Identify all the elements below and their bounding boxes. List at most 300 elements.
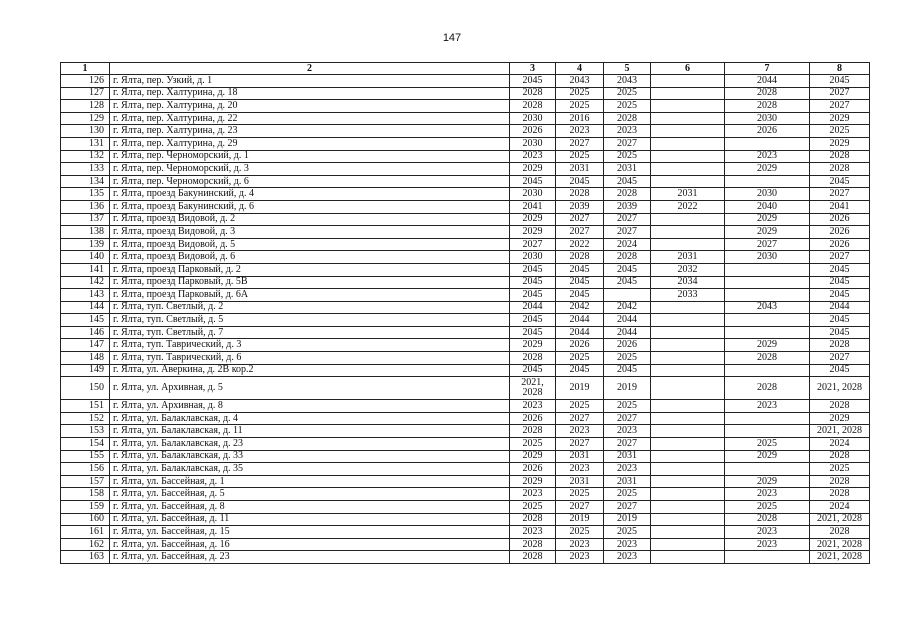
year-col-5-cell: 2023 [604,425,651,438]
year-col-4-cell: 2045 [556,364,604,377]
year-col-7-cell [725,364,810,377]
address-cell: г. Ялта, пер. Халтурина, д. 23 [110,125,510,138]
row-number-cell: 135 [61,188,110,201]
table-row [61,463,870,476]
table-row [61,377,870,400]
year-col-8-cell: 2024 [810,501,870,514]
year-col-7-cell: 2043 [725,301,810,314]
year-col-8-cell: 2021, 2028 [810,513,870,526]
row-number-cell: 155 [61,450,110,463]
address-cell: г. Ялта, проезд Бакунинский, д. 6 [110,200,510,213]
year-col-5-cell: 2023 [604,538,651,551]
year-col-8-cell: 2028 [810,150,870,163]
year-col-7-cell: 2023 [725,526,810,539]
year-col-6-cell [651,213,725,226]
year-col-3-cell: 2029 [510,163,556,176]
year-col-6-cell [651,425,725,438]
table-row [61,150,870,163]
address-cell: г. Ялта, пер. Халтурина, д. 18 [110,87,510,100]
year-col-5-cell: 2027 [604,501,651,514]
year-col-5-cell: 2028 [604,188,651,201]
year-col-3-cell: 2028 [510,425,556,438]
year-col-7-cell: 2023 [725,538,810,551]
year-col-5-cell: 2025 [604,352,651,365]
year-col-3-cell: 2045 [510,175,556,188]
row-number-cell: 158 [61,488,110,501]
year-col-8-cell: 2045 [810,263,870,276]
row-number-cell: 151 [61,400,110,413]
column-header: 3 [510,63,556,75]
address-cell: г. Ялта, ул. Аверкина, д. 2В кор.2 [110,364,510,377]
row-number-cell: 126 [61,75,110,88]
row-number-cell: 132 [61,150,110,163]
address-cell: г. Ялта, пер. Черноморский, д. 1 [110,150,510,163]
table-row [61,213,870,226]
row-number-cell: 147 [61,339,110,352]
year-col-5-cell: 2027 [604,412,651,425]
year-col-3-cell: 2045 [510,289,556,302]
year-col-7-cell: 2029 [725,213,810,226]
year-col-3-cell: 2025 [510,438,556,451]
year-col-7-cell [725,175,810,188]
year-col-7-cell: 2044 [725,75,810,88]
table-row [61,412,870,425]
year-col-5-cell: 2028 [604,112,651,125]
table-row [61,163,870,176]
year-col-5-cell: 2031 [604,475,651,488]
row-number-cell: 128 [61,100,110,113]
year-col-7-cell [725,263,810,276]
address-cell: г. Ялта, ул. Балаклавская, д. 11 [110,425,510,438]
year-col-6-cell [651,526,725,539]
year-col-5-cell: 2025 [604,488,651,501]
year-col-7-cell [725,137,810,150]
year-col-4-cell: 2045 [556,263,604,276]
table-row [61,263,870,276]
year-col-4-cell: 2025 [556,100,604,113]
address-cell: г. Ялта, ул. Балаклавская, д. 35 [110,463,510,476]
year-col-8-cell: 2028 [810,339,870,352]
row-number-cell: 156 [61,463,110,476]
address-cell: г. Ялта, пер. Черноморский, д. 3 [110,163,510,176]
year-col-4-cell: 2031 [556,163,604,176]
year-col-4-cell: 2016 [556,112,604,125]
year-col-7-cell: 2026 [725,125,810,138]
year-col-8-cell: 2045 [810,75,870,88]
address-cell: г. Ялта, пер. Узкий, д. 1 [110,75,510,88]
address-cell: г. Ялта, пер. Халтурина, д. 22 [110,112,510,125]
year-col-4-cell: 2023 [556,463,604,476]
row-number-cell: 130 [61,125,110,138]
year-col-6-cell [651,112,725,125]
year-col-8-cell: 2024 [810,438,870,451]
year-col-4-cell: 2025 [556,526,604,539]
row-number-cell: 127 [61,87,110,100]
year-col-7-cell: 2029 [725,450,810,463]
year-col-4-cell: 2023 [556,551,604,564]
table-row [61,251,870,264]
year-col-8-cell: 2026 [810,226,870,239]
header-row [61,63,870,75]
year-col-6-cell: 2031 [651,188,725,201]
row-number-cell: 142 [61,276,110,289]
year-col-7-cell: 2029 [725,339,810,352]
year-col-6-cell [651,226,725,239]
year-col-3-cell: 2030 [510,251,556,264]
year-col-3-cell: 2023 [510,526,556,539]
year-col-5-cell: 2025 [604,87,651,100]
table-row [61,188,870,201]
year-col-8-cell: 2045 [810,326,870,339]
year-col-3-cell: 2023 [510,150,556,163]
column-header: 2 [110,63,510,75]
year-col-7-cell [725,314,810,327]
row-number-cell: 149 [61,364,110,377]
year-col-4-cell: 2027 [556,501,604,514]
year-col-6-cell [651,364,725,377]
year-col-7-cell: 2023 [725,400,810,413]
year-col-8-cell: 2045 [810,314,870,327]
year-col-3-cell: 2028 [510,352,556,365]
address-cell: г. Ялта, ул. Бассейная, д. 8 [110,501,510,514]
year-col-4-cell: 2027 [556,412,604,425]
year-col-8-cell: 2044 [810,301,870,314]
year-col-7-cell: 2023 [725,488,810,501]
table-row [61,364,870,377]
address-cell: г. Ялта, пер. Черноморский, д. 6 [110,175,510,188]
year-col-8-cell: 2027 [810,87,870,100]
year-col-5-cell: 2027 [604,226,651,239]
row-number-cell: 152 [61,412,110,425]
year-col-4-cell: 2027 [556,438,604,451]
year-col-8-cell: 2028 [810,163,870,176]
year-col-8-cell: 2027 [810,251,870,264]
year-col-7-cell: 2027 [725,238,810,251]
year-col-3-cell: 2028 [510,513,556,526]
year-col-3-cell: 2045 [510,75,556,88]
year-col-4-cell: 2019 [556,513,604,526]
table-row [61,175,870,188]
year-col-4-cell: 2044 [556,326,604,339]
year-col-6-cell [651,137,725,150]
year-col-8-cell: 2029 [810,137,870,150]
year-col-5-cell: 2042 [604,301,651,314]
table-row [61,425,870,438]
row-number-cell: 141 [61,263,110,276]
year-col-4-cell: 2039 [556,200,604,213]
column-header: 8 [810,63,870,75]
row-number-cell: 150 [61,377,110,400]
year-col-6-cell [651,175,725,188]
year-col-5-cell: 2027 [604,213,651,226]
table-row [61,87,870,100]
table-row [61,488,870,501]
year-col-6-cell: 2032 [651,263,725,276]
row-number-cell: 144 [61,301,110,314]
year-col-3-cell: 2023 [510,488,556,501]
year-col-8-cell: 2025 [810,463,870,476]
year-col-8-cell: 2029 [810,412,870,425]
year-col-3-cell: 2030 [510,137,556,150]
year-col-7-cell: 2028 [725,352,810,365]
table-row [61,526,870,539]
year-col-5-cell: 2043 [604,75,651,88]
table-row [61,475,870,488]
year-col-6-cell: 2022 [651,200,725,213]
address-cell: г. Ялта, ул. Архивная, д. 8 [110,400,510,413]
year-col-8-cell: 2041 [810,200,870,213]
year-col-6-cell [651,377,725,400]
year-col-4-cell: 2023 [556,125,604,138]
year-col-8-cell: 2045 [810,289,870,302]
address-cell: г. Ялта, проезд Бакунинский, д. 4 [110,188,510,201]
table-row [61,450,870,463]
year-col-3-cell: 2045 [510,276,556,289]
year-col-7-cell: 2030 [725,251,810,264]
year-col-4-cell: 2025 [556,87,604,100]
year-col-6-cell [651,450,725,463]
row-number-cell: 157 [61,475,110,488]
row-number-cell: 154 [61,438,110,451]
table-row [61,326,870,339]
year-col-6-cell [651,438,725,451]
row-number-cell: 161 [61,526,110,539]
year-col-6-cell [651,339,725,352]
year-col-5-cell: 2025 [604,526,651,539]
address-cell: г. Ялта, ул. Бассейная, д. 11 [110,513,510,526]
column-header: 5 [604,63,651,75]
year-col-6-cell [651,87,725,100]
year-col-7-cell: 2028 [725,377,810,400]
year-col-5-cell: 2045 [604,364,651,377]
year-col-3-cell: 2028 [510,100,556,113]
year-col-6-cell [651,125,725,138]
address-cell: г. Ялта, проезд Видовой, д. 2 [110,213,510,226]
year-col-5-cell: 2045 [604,175,651,188]
row-number-cell: 137 [61,213,110,226]
year-col-7-cell: 2030 [725,112,810,125]
year-col-4-cell: 2045 [556,276,604,289]
year-col-7-cell [725,326,810,339]
year-col-6-cell [651,314,725,327]
year-col-4-cell: 2027 [556,213,604,226]
year-col-3-cell: 2044 [510,301,556,314]
year-col-8-cell: 2028 [810,400,870,413]
address-cell: г. Ялта, туп. Таврический, д. 3 [110,339,510,352]
year-col-5-cell: 2044 [604,326,651,339]
year-col-6-cell [651,352,725,365]
address-cell: г. Ялта, проезд Парковый, д. 2 [110,263,510,276]
year-col-8-cell: 2045 [810,175,870,188]
year-col-5-cell: 2031 [604,450,651,463]
year-col-6-cell [651,326,725,339]
year-col-3-cell: 2026 [510,463,556,476]
year-col-3-cell: 2023 [510,400,556,413]
year-col-3-cell: 2030 [510,112,556,125]
year-col-7-cell: 2028 [725,513,810,526]
row-number-cell: 133 [61,163,110,176]
table-row [61,112,870,125]
year-col-5-cell: 2019 [604,377,651,400]
year-col-8-cell: 2028 [810,450,870,463]
year-col-3-cell: 2027 [510,238,556,251]
year-col-3-cell: 2030 [510,188,556,201]
year-col-3-cell: 2041 [510,200,556,213]
year-col-3-cell: 2028 [510,538,556,551]
table-row [61,238,870,251]
year-col-4-cell: 2022 [556,238,604,251]
year-col-4-cell: 2025 [556,400,604,413]
table-row [61,538,870,551]
year-col-8-cell: 2026 [810,213,870,226]
year-col-5-cell: 2024 [604,238,651,251]
year-col-5-cell: 2045 [604,276,651,289]
year-col-7-cell: 2025 [725,438,810,451]
table-row [61,137,870,150]
year-col-7-cell [725,276,810,289]
row-number-cell: 159 [61,501,110,514]
year-col-5-cell: 2027 [604,438,651,451]
year-col-6-cell [651,412,725,425]
year-col-6-cell [651,501,725,514]
year-col-3-cell: 2028 [510,551,556,564]
year-col-8-cell: 2026 [810,238,870,251]
year-col-4-cell: 2042 [556,301,604,314]
table-row [61,513,870,526]
year-col-6-cell [651,301,725,314]
year-col-4-cell: 2025 [556,352,604,365]
year-col-6-cell [651,551,725,564]
row-number-cell: 145 [61,314,110,327]
year-col-8-cell: 2028 [810,475,870,488]
year-col-4-cell: 2045 [556,175,604,188]
row-number-cell: 160 [61,513,110,526]
year-col-7-cell [725,425,810,438]
year-col-8-cell: 2021, 2028 [810,551,870,564]
address-cell: г. Ялта, ул. Балаклавская, д. 4 [110,412,510,425]
year-col-5-cell: 2028 [604,251,651,264]
year-col-3-cell: 2045 [510,263,556,276]
table-row [61,125,870,138]
year-col-8-cell: 2027 [810,188,870,201]
year-col-6-cell: 2033 [651,289,725,302]
address-cell: г. Ялта, ул. Бассейная, д. 5 [110,488,510,501]
page-number: 147 [442,32,462,44]
year-col-6-cell [651,488,725,501]
table-row [61,551,870,564]
address-cell: г. Ялта, туп. Светлый, д. 5 [110,314,510,327]
year-col-7-cell: 2023 [725,150,810,163]
year-col-3-cell: 2026 [510,125,556,138]
year-col-7-cell: 2025 [725,501,810,514]
year-col-7-cell: 2028 [725,87,810,100]
address-cell: г. Ялта, проезд Парковый, д. 5В [110,276,510,289]
row-number-cell: 153 [61,425,110,438]
table-row [61,75,870,88]
row-number-cell: 136 [61,200,110,213]
table-row [61,100,870,113]
year-col-5-cell: 2023 [604,463,651,476]
row-number-cell: 140 [61,251,110,264]
year-col-7-cell: 2040 [725,200,810,213]
year-col-3-cell: 2029 [510,450,556,463]
year-col-5-cell: 2045 [604,263,651,276]
year-col-4-cell: 2023 [556,425,604,438]
address-cell: г. Ялта, проезд Видовой, д. 5 [110,238,510,251]
year-col-7-cell [725,412,810,425]
year-col-8-cell: 2029 [810,112,870,125]
row-number-cell: 163 [61,551,110,564]
year-col-6-cell [651,513,725,526]
year-col-4-cell: 2026 [556,339,604,352]
year-col-6-cell [651,538,725,551]
year-col-5-cell: 2026 [604,339,651,352]
year-col-7-cell: 2030 [725,188,810,201]
row-number-cell: 138 [61,226,110,239]
table-row [61,200,870,213]
table-body [61,75,870,564]
year-col-6-cell [651,400,725,413]
table-row [61,226,870,239]
housing-schedule-table [60,62,870,564]
year-col-6-cell: 2031 [651,251,725,264]
year-col-6-cell [651,163,725,176]
year-col-8-cell: 2027 [810,352,870,365]
year-col-4-cell: 2028 [556,251,604,264]
year-col-6-cell [651,100,725,113]
address-cell: г. Ялта, ул. Бассейная, д. 23 [110,551,510,564]
year-col-4-cell: 2031 [556,475,604,488]
year-col-6-cell [651,238,725,251]
year-col-5-cell: 2023 [604,125,651,138]
year-col-8-cell: 2045 [810,364,870,377]
year-col-4-cell: 2023 [556,538,604,551]
year-col-5-cell: 2023 [604,551,651,564]
year-col-3-cell: 2028 [510,87,556,100]
address-cell: г. Ялта, ул. Балаклавская, д. 23 [110,438,510,451]
year-col-8-cell: 2021, 2028 [810,538,870,551]
year-col-5-cell [604,289,651,302]
year-col-8-cell: 2045 [810,276,870,289]
year-col-3-cell: 2021, 2028 [510,377,556,400]
year-col-8-cell: 2028 [810,526,870,539]
year-col-7-cell: 2028 [725,100,810,113]
year-col-3-cell: 2029 [510,213,556,226]
table-row [61,438,870,451]
year-col-7-cell: 2029 [725,475,810,488]
year-col-4-cell: 2025 [556,150,604,163]
address-cell: г. Ялта, ул. Бассейная, д. 15 [110,526,510,539]
year-col-4-cell: 2043 [556,75,604,88]
address-cell: г. Ялта, ул. Бассейная, д. 16 [110,538,510,551]
year-col-6-cell [651,150,725,163]
year-col-6-cell [651,463,725,476]
table-row [61,339,870,352]
address-cell: г. Ялта, проезд Видовой, д. 6 [110,251,510,264]
column-header: 4 [556,63,604,75]
year-col-3-cell: 2026 [510,412,556,425]
address-cell: г. Ялта, проезд Видовой, д. 3 [110,226,510,239]
row-number-cell: 148 [61,352,110,365]
year-col-3-cell: 2029 [510,475,556,488]
year-col-8-cell: 2021, 2028 [810,377,870,400]
year-col-7-cell [725,463,810,476]
year-col-3-cell: 2045 [510,326,556,339]
year-col-5-cell: 2019 [604,513,651,526]
year-col-5-cell: 2044 [604,314,651,327]
address-cell: г. Ялта, ул. Архивная, д. 5 [110,377,510,400]
column-header: 7 [725,63,810,75]
